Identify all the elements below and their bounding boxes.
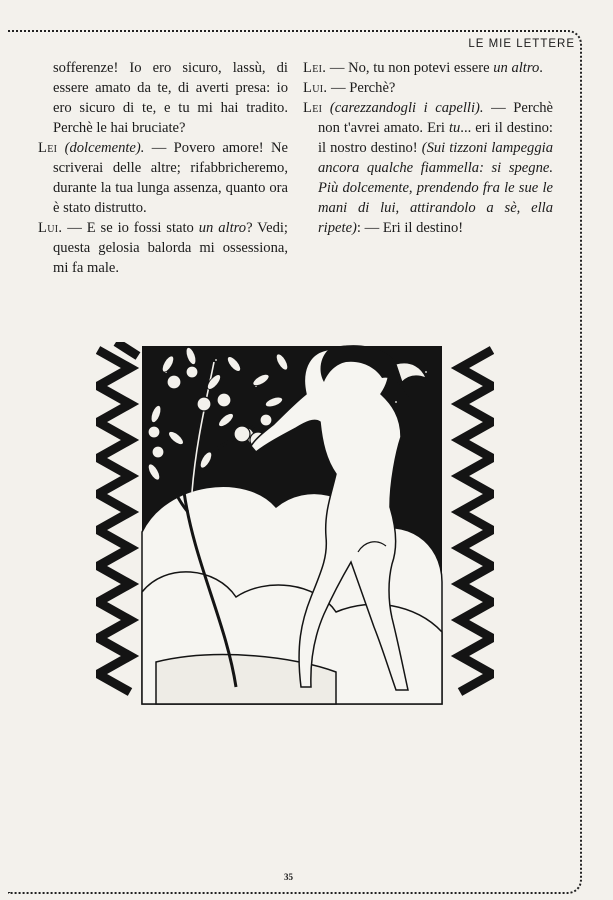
dialogue-line: [303, 58, 553, 78]
page-number: 35: [284, 872, 293, 882]
zigzag-border-right: [460, 350, 492, 692]
dialogue-line: [303, 98, 553, 238]
emphasis: tu: [448, 120, 461, 136]
paragraph: sofferenze! Io ero sicuro, lassù, di essere amato da te, di averti presa: io ero sicuro di te, e tu mi hai tradito. Perchè le hai bruciate?: [53, 60, 288, 136]
speaker-name: Lei: [303, 100, 323, 116]
text-column-left: [38, 58, 288, 278]
dialogue-line: [38, 218, 288, 278]
dialogue-line: [303, 78, 553, 98]
punctuation: .: [539, 60, 543, 76]
art-illustration: [96, 342, 494, 708]
stage-direction: (carezzandogli i capelli).: [329, 100, 484, 116]
dialogue-text: ? Vedi; questa gelosia balorda mi ossessiona, mi fa male.: [53, 220, 288, 276]
emphasis: un altro: [493, 60, 540, 76]
dialogue-line: [38, 138, 288, 218]
dialogue-text: — Povero amore! Ne scriverai delle altre; rifabbricheremo, durante la tua lunga assenza, quanto ora è stato distrutto.: [53, 140, 288, 216]
speaker-name: Lui.: [303, 80, 328, 96]
dialogue-text: — Perchè?: [327, 80, 396, 96]
speaker-name: Lei: [38, 140, 58, 156]
speaker-name: Lui.: [38, 220, 63, 236]
running-header: LE MIE LETTERE: [468, 38, 575, 50]
stage-direction: (Sui tizzoni lampeggia ancora qualche fiammella: si spegne. Più dolcemente, prendendo fra le sue le mani di lui, attirandolo a sè, ella ripete): [318, 140, 553, 236]
speaker-name: Lei.: [303, 60, 327, 76]
dialogue-text: — E se io fossi stato: [62, 220, 199, 236]
text-column-right: [303, 58, 553, 238]
dialogue-text: : — Eri il destino!: [356, 220, 464, 236]
emphasis: un altro: [198, 220, 247, 236]
zigzag-border-left: [98, 342, 138, 692]
dialogue-text: ... eri il destino: il nostro destino!: [318, 120, 553, 156]
dialogue-text: — No, tu non potevi essere: [326, 60, 494, 76]
dialogue-text: — Perchè non t'avrei amato. Eri: [318, 100, 553, 136]
stage-direction: (dolcemente).: [64, 140, 145, 156]
